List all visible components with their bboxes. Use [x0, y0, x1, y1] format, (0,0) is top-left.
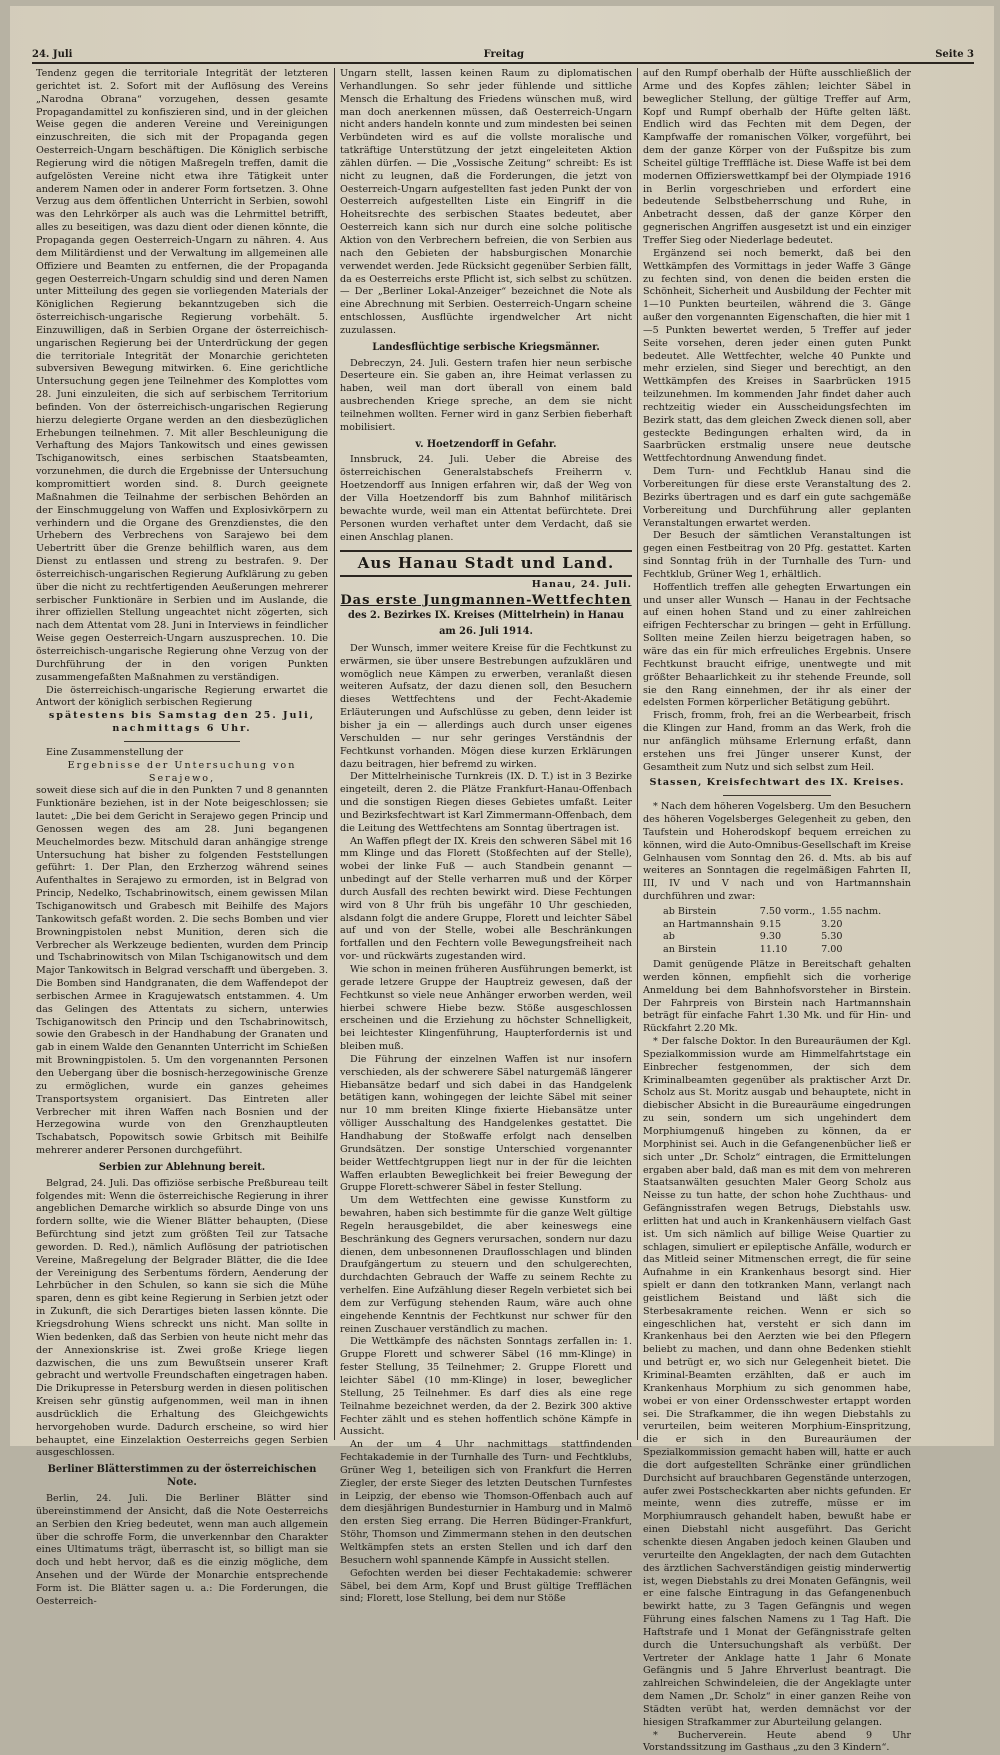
timetable-time: 3.20 — [821, 918, 843, 930]
article-text: Der Mittelrheinische Turnkreis (IX. D. T.) ist in 3 Bezirke eingeteilt, deren 2. die Plätze Frankfurt-Hanau-Offenbach und die sonstigen Riegen dieses Gebietes umfaßt. Leiter und Bezirksfechtwart ist Karl Zimmermann-Offenbach, dem die Leitung des Wettfechtens am Sonntag übertragen ist. — [340, 771, 632, 834]
header-page-number: Seite 3 — [935, 49, 974, 60]
article-text: An Waffen pflegt der IX. Kreis den schweren Säbel mit 16 mm Klinge und das Florett (Stoßfechten auf der Stelle), wobei der linke Fuß — auch Standbein genannt — unbedingt auf der Stelle verharren muß und der Körper durch Ausfall des rechten bewirkt wird. Diese Fechtungen wird von 8 Uhr früh bis ungefähr 10 Uhr geschieden, alsdann folgt die andere Gruppe, Florett und leichter Säbel auf und von der Stelle, wobei alle Beschränkungen fortfallen und den Fechtern volle Bewegungsfreiheit nach vor- und rückwärts zugestanden wird. — [340, 835, 632, 963]
divider — [124, 741, 241, 742]
section-heading: Landesflüchtige serbische Kriegsmänner. — [372, 341, 600, 353]
bus-timetable — [663, 906, 887, 956]
article-text: Gefochten werden bei dieser Fechtakademie: schwerer Säbel, bei dem Arm, Kopf und Brust gültige Trefflächen sind; Florett, lose Stellung, bei dem nur Stöße — [340, 1567, 632, 1605]
article-text: Tendenz gegen die territoriale Integrität der letzteren gerichtet ist. 2. Sofort mit der Auflösung des Vereins „Narodna Obrana“ vorzugehen, dessen gesamte Propagandamittel zu konfiszieren sind, und in der gleichen Weise gegen die anderen Vereine und Vereinigungen einzuschreiten, die sich mit der Propaganda gegen Oesterreich-Ungarn beschäftigen. Die Königlich serbische Regierung wird die nötigen Maßregeln treffen, damit die aufgelösten Vereine nicht etwa ihre Tätigkeit unter anderem Namen oder in anderer Form fortsetzen. 3. Ohne Verzug aus dem öffentlichen Unterricht in Serbien, sowohl was den Lehrkörper als auch was die Lehrmittel betrifft, alles zu beseitigen, was dazu dient oder dienen könnte, die Propaganda gegen Oesterreich-Ungarn zu nähren. 4. Aus dem Militärdienst und der Verwaltung im allgemeinen alle Offiziere und Beamten zu entfernen, die der Propaganda gegen Oesterreich-Ungarn schuldig sind und deren Namen unter Mitteilung des gegen sie vorliegenden Materials der Königlichen Regierung bekanntzugeben sich die österreichisch-ungarische Regierung vorbehält. 5. Einzuwilligen, daß in Serbien Organe der österreichisch-ungarischen Regierung bei der Unterdrückung der gegen die territoriale Integrität der Monarchie gerichteten subversiven Bewegung mitwirken. 6. Eine gerichtliche Untersuchung gegen jene Teilnehmer des Komplottes vom 28. Juni einzuleiten, die sich auf serbischem Territorium befinden. Von der österreichisch-ungarischen Regierung hierzu delegierte Organe werden an den diesbezüglichen Erhebungen teilnehmen. 7. Mit aller Beschleunigung die Verhaftung des Majors Tankowitsch und eines gewissen Tschiganowitsch, eines serbischen Staatsbeamten, vorzunehmen, die durch die Ergebnisse der Untersuchung kompromittiert worden sind. 8. Durch geeignete Maßnahmen die Teilnahme der serbischen Behörden an der Einschmuggelung von Waffen und Explosivkörpern zu verhindern und die Organe des Grenzdienstes, die den Urhebern des Verbrechens von Sarajewo bei dem Uebertritt über die Grenze behilflich waren, aus dem Dienst zu entlassen und streng zu bestrafen. 9. Der österreichisch-ungarischen Regierung Aufklärung zu geben über die nicht zu rechtfertigenden Aeußerungen mehrerer serbischer Funktionäre in Serbien und im Auslande, die ihrer offiziellen Stellung ungeachtet nicht zögerten, sich nach dem Attentat vom 28. Juni in Interviews in feindlicher Weise gegen Oesterreich-Ungarn auszusprechen. 10. Die österreichisch-ungarische Regierung ohne Verzug von der Durchführung der in den vorigen Punkten zusammengefaßten Maßnahmen zu verständigen. — [36, 68, 328, 683]
deadline-text: spätestens bis Samstag den 25. Juli, nachmittags 6 Uhr. — [48, 710, 316, 735]
article-text: Der Besuch der sämtlichen Veranstaltungen ist gegen einen Festbeitrag von 20 Pfg. gestattet. Karten sind Sonntag früh in der Turnhalle des Turn- und Fechtklub, Grüner Weg 1, erhältlich. — [643, 530, 911, 580]
column-1 — [36, 68, 328, 1607]
article-text: Innsbruck, 24. Juli. Ueber die Abreise des österreichischen Generalstabschefs Freiherrn v. Hoetzendorff aus Innigen erfahren wir, daß der Weg von der Villa Hoetzendorff bis zum Bahnhof militärisch bewachte wurde, weil man ein Attentat befürchtete. Drei Personen wurden verhaftet unter dem Verdacht, daß sie einen Anschlag planen. — [340, 454, 632, 543]
section-heading: Berliner Blätterstimmen zu der österreichischen Note. — [47, 1464, 317, 1489]
timetable-row — [663, 919, 887, 932]
article-date: am 26. Juli 1914. — [439, 626, 533, 638]
column-2 — [340, 68, 632, 1605]
article-text: Hoffentlich treffen alle gehegten Erwartungen ein und unser aller Wunsch — Hanau in der Fechtsache auf einen hohen Stand und zu einer zahlreichen eifrigen Fechterschar zu bringen — geht in Erfüllung. Sollten meine Zeilen hierzu beigetragen haben, so wäre das ein für mich erfreuliches Ergebnis. Unsere Fechtkunst braucht eifrige, unentwegte und mit größter Behaarlichkeit zu ihr stehende Freunde, soll sie den Rang einnehmen, der ihr als einer der edelsten Formen körperlicher Betätigung gebührt. — [643, 581, 911, 709]
column-3 — [643, 68, 911, 1754]
article-title: Das erste Jungmannen-Wettfechten — [340, 593, 632, 609]
section-heading: v. Hoetzendorff in Gefahr. — [415, 438, 557, 450]
article-text: Ungarn stellt, lassen keinen Raum zu diplomatischen Verhandlungen. So sehr jeder fühlende und sittliche Mensch die Erhaltung des Friedens wünschen muß, wird man doch anerkennen müssen, daß Oesterreich-Ungarn nicht anders handeln konnte und zum mindesten bei seinen Verbündeten wird es auf die vollste moralische und tatkräftige Unterstützung der jetzt eingeleiteten Aktion zählen dürfen. — Die „Vossische Zeitung“ schreibt: Es ist nicht zu leugnen, daß die Forderungen, die jetzt von Oesterreich-Ungarn aufgestellten fast jeden Punkt der von Oesterreich aufgestellten Liste ein Eingriff in die Hoheitsrechte des serbischen Staates bedeutet, aber Oesterreich kann sich nur durch eine solche politische Aktion von den Verbrechern befreien, die von Serbien aus nach den Gebieten der habsburgischen Monarchie verwendet werden. Jede Rücksicht gegenüber Serbien fällt, da es Oesterreichs erste Pflicht ist, sich selbst zu schützen. — Der „Berliner Lokal-Anzeiger“ bezeichnet die Note als eine Abrechnung mit Serbien. Oesterreich-Ungarn scheine entschlossen, Ausflüchte irgendwelcher Art nicht zuzulassen. — [340, 68, 632, 336]
article-text: Die Wettkämpfe des nächsten Sonntags zerfallen in: 1. Gruppe Florett und schwerer Säbel (16 mm-Klinge) in fester Stellung, 35 Teilnehmer; 2. Gruppe Florett und leichter Säbel (10 mm-Klinge) in loser, beweglicher Stellung, 25 Teilnehmer. Es darf dies als eine rege Teilnahme bezeichnet werden, da der 2. Bezirk 300 aktive Fechter zählt und es stehen hoffentlich schöne Kämpfe in Aussicht. — [340, 1336, 632, 1438]
column-rule-2 — [637, 68, 638, 1440]
article-text: soweit diese sich auf die in den Punkten 7 und 8 genannten Funktionäre beziehen, ist in der Note beigeschlossen; sie lautet: „Die bei dem Gericht in Serajewo gegen Princip und Genossen wegen des am 28. Juni begangenen Meuchelmordes bezw. Mitschuld daran anhängige strenge Untersuchung hat bisher zu folgenden Feststellungen geführt: 1. Der Plan, den Erzherzog während seines Aufenthaltes in Serajewo zu ermorden, ist in Belgrad von Princip, Nedelko, Tschabrinowitsch, einem gewissen Milan Tschiganowitsch und Grabesch mit Beihilfe des Majors Tankowitsch gefaßt worden. 2. Die sechs Bomben und vier Browningpistolen nebst Munition, deren sich die Verbrecher als Werkzeuge bedienten, wurden dem Princip und Tschabrinowitsch von Milan Tschiganowitsch und dem Major Tankowitsch in Belgrad verschafft und übergeben. 3. Die Bomben sind Handgranaten, die dem Waffendepot der serbischen Armee in Kragujewatsch entstammen. 4. Um das Gelingen des Attentats zu sichern, unterwies Tschiganowitsch den Princip und den Tschabrinowitsch, sowie den Grabesch in der Handhabung der Granaten und gab in einem Walde den Genannten Unterricht im Schießen mit Browningpistolen. 5. Um den vorgenannten Personen den Uebergang über die bosnisch-herzegowinische Grenze zu ermöglichen, wurde ein ganzes geheimes Transportsystem organisiert. Das Eintreten aller Verbrecher mit ihren Waffen nach Bosnien und der Herzegowina wurde von den Grenzhauptleuten Tschabatsch, Popowitsch sowie Grbitsch mit Beihilfe mehrerer anderer Personen durchgeführt. — [36, 785, 328, 1157]
author-signature: Stassen, Kreisfechtwart des IX. Kreises. — [649, 777, 905, 789]
timetable-time: 5.30 — [821, 931, 843, 942]
page-header — [32, 46, 974, 64]
article-text: Damit genügende Plätze in Bereitschaft gehalten werden können, empfiehlt sich die vorherige Anmeldung bei dem Bahnhofsvorsteher in Birstein. Der Fahrpreis von Birstein nach Hartmannshain beträgt für einfache Fahrt 1.30 Mk. und für Hin- und Rückfahrt 2.20 Mk. — [643, 959, 911, 1035]
timetable-time: 1.55 nachm. — [821, 906, 882, 917]
timetable-time: 9.15 — [759, 918, 782, 930]
article-text: Die Führung der einzelnen Waffen ist nur insofern verschieden, als der schwerere Säbel naturgemäß längerer Hiebansätze bedarf und sich dabei in das Handgelenk betätigen kann, wohingegen der leichte Säbel mit seiner nur 10 mm breiten Klinge fixierte Hiebansätze unter völliger Ausschaltung des Handgelenkes gestattet. Die Handhabung der Stoßwaffe erfolgt nach denselben Grundsätzen. Der sonstige Unterschied vorgenannter beider Wettfechtgruppen liegt nur in der für die leichten Waffen erlaubten Beweglichkeit bei freier Bewegung der Gruppe Florett-schwerer Säbel in fester Stellung. — [340, 1053, 632, 1194]
timetable-stop: an Birstein — [663, 943, 717, 955]
timetable-stop: an Hartmannshain — [663, 918, 754, 930]
article-text: Debreczyn, 24. Juli. Gestern trafen hier neun serbische Deserteure ein. Sie gaben an, ihre Heimat verlassen zu haben, weil man dort überall von einem bald ausbrechenden Kriege spreche, an dem sie nicht teilnehmen wollten. Ferner wird in ganz Serbien fieberhaft mobilisiert. — [340, 357, 632, 433]
article-text: Der Wunsch, immer weitere Kreise für die Fechtkunst zu erwärmen, sie über unsere Bestrebungen aufzuklären und womöglich neue Kämpen zu erwerben, veranlaßt diesen weiteren Aufsatz, der dazu dienen soll, den Besuchern dieses Wettfechtens und der Fecht-Akademie Erläuterungen und Aufschlüsse zu geben, denn leider ist bisher ja ein — allerdings auch durch unser eigenes Verschulden — nur sehr geringes Verständnis der Fechtkunst vorhanden. Mögen diese kurzen Erklärungen dazu beitragen, hier befremd zu wirken. — [340, 642, 632, 770]
column-rule-1 — [334, 68, 335, 1440]
article-text: An der um 4 Uhr nachmittags stattfindenden Fechtakademie in der Turnhalle des Turn- und Fechtklubs, Grüner Weg 1, beteiligen sich von Frankfurt die Herren Ziegler, der erste Sieger des letzten Deutschen Turnfestes in Leipzig, der ebenso wie Thomson-Offenbach auch auf dem diesjährigen Bundesturnier in Hamburg und in Malmö den ersten Sieg errang. Die Herren Büdinger-Frankfurt, Stöhr, Thomson und Zimmermann stehen in den deutschen Weltkämpfen stets an ersten Stellen und ich darf den Besuchern wohl spannende Kämpfe in Aussicht stellen. — [340, 1439, 632, 1566]
article-text: Frisch, fromm, froh, frei an die Werbearbeit, frisch die Klingen zur Hand, fromm an das Werk, froh die nur anfänglich mühsame Erlernung erfaßt, dann erstehen uns frei Jünger unserer Kunst, der Gesamtheit zum Nutz und sich selbst zum Heil. — [643, 710, 911, 773]
article-text: Die österreichisch-ungarische Regierung erwartet die Antwort der königlich serbischen Regierung — [36, 684, 328, 709]
article-text: Wie schon in meinen früheren Ausführungen bemerkt, ist gerade letzere Gruppe der Hauptreiz gewesen, daß der Fechtkunst so viele neue Anhänger erworben werden, weil hierbei schwere Hiebe bezw. Stöße ausgeschlossen erscheinen und die Erziehung zu höchster Schnelligkeit, bei leichtester Klingenführung, Haupterfordernis ist und bleiben muß. — [340, 964, 632, 1053]
article-text: * Bucherverein. Heute abend 9 Uhr Vorstandssitzung im Gasthaus „zu den 3 Kindern“. — [643, 1729, 911, 1754]
timetable-time: 7.50 vorm., — [759, 906, 816, 917]
article-text: Dem Turn- und Fechtklub Hanau sind die Vorbereitungen für diese erste Veranstaltung des 2. Bezirks übertragen und es darf ein gute sachgemäße Vorbereitung und Durchführung aller geplanten Veranstaltungen erwartet werden. — [643, 466, 911, 529]
timetable-time: 11.10 — [759, 943, 788, 955]
newspaper-page — [10, 6, 994, 1754]
article-text: Belgrad, 24. Juli. Das offiziöse serbische Preßbureau teilt folgendes mit: Wenn die österreichische Regierung in ihrer angeblichen Demarche wirklich so absurde Dinge von uns fordern sollte, wie die Wiener Blätter behaupten, (Diese Befürchtung sind jetzt zum größten Teil zur Tatsache geworden. D. Red.), nämlich Auflösung der patriotischen Vereine, Maßregelung der Belgrader Blätter, die die Idee der Vereinigung des Serbentums fördern, Aenderung der Lehrbücher in den Schulen, so kann sie sich die Mühe sparen, denn es gibt keine Regierung in Serbien jetzt oder in Zukunft, die sich Derartiges bieten lassen könnte. Die Kriegsdrohung Wiens schreckt uns nicht. Man sollte in Wien bedenken, daß das Serbien von heute nicht mehr das der Annexionskrise ist. Zwei große Kriege liegen dazwischen, die uns zum Bewußtsein unserer Kraft gebracht und wertvolle Freundschaften eingetragen haben. Die Drikupresse in Petersburg werden in diesen politischen Kreisen sehr günstig aufgenommen, weil man in ihnen ausdrücklich die Erhaltung des Gleichgewichts hervorgehoben wurde. Dadurch erscheine, so wird hier behauptet, eine Einzelaktion Oesterreichs gegen Serbien ausgeschlossen. — [36, 1177, 328, 1459]
timetable-stop: ab Birstein — [663, 906, 717, 917]
timetable-time: 9.30 — [759, 931, 782, 942]
dateline: Hanau, 24. Juli. — [531, 579, 632, 591]
timetable-row — [663, 931, 887, 944]
header-date: 24. Juli — [32, 49, 73, 60]
article-text: Eine Zusammenstellung der — [46, 746, 184, 758]
timetable-stop: ab — [663, 931, 675, 942]
article-text: * Nach dem höheren Vogelsberg. Um den Besuchern des höheren Vogelsberges Gelegenheit zu geben, den Taufstein und Hoherodskopf bequem erreichen zu können, wird die Auto-Omnibus-Gesellschaft im Kreise Gelnhausen vom Sonntag den 26. d. Mts. ab bis auf weiteres an Sonntagen die regelmäßigen Fahrten II, III, IV und V nach und von Hartmannshain durchführen und zwar: — [643, 801, 911, 903]
article-text: auf den Rumpf oberhalb der Hüfte ausschließlich der Arme und des Kopfes zählen; leichter Säbel in beweglicher Stellung, der gültige Treffer auf Arm, Kopf und Rumpf oberhalb der Hüfte gelten läßt. Endlich wird das Fechten mit dem Degen, der Kampfwaffe der romanischen Völker, vorgeführt, bei dem der ganze Körper von der Fußspitze bis zum Scheitel gültige Trefffläche ist. Diese Waffe ist bei dem modernen Offizierswettkampf bei der Olympiade 1916 in Berlin vorgeschrieben und erfordert eine bedeutende Selbstbeherrschung und Ruhe, in Anbetracht dessen, daß der ganze Körper den gegnerischen Angriffen ausgesetzt ist und ein einziger Treffer Sieg oder Niederlage bedeutet. — [643, 68, 911, 246]
timetable-row — [663, 906, 887, 919]
article-text: Um dem Wettfechten eine gewisse Kunstform zu bewahren, haben sich bestimmte für die ganze Welt gültige Regeln herausgebildet, die aber keineswegs eine Beschränkung des Gegners verursachen, sondern nur dazu dienen, dem unbesonnenen Drauflosschlagen und blinden Draufgängertum zu steuern und den schulgerechten, durchdachten Gebrauch der Waffe zu seinem Rechte zu verhelfen. Eine Aufzählung dieser Regeln verbietet sich bei dem zur Verfügung stehenden Raum, wäre auch ohne eingehende Kenntnis der Fechtkunst nur schwer für den reinen Zuschauer verständlich zu machen. — [340, 1195, 632, 1335]
header-weekday: Freitag — [483, 49, 525, 60]
local-news-banner: Aus Hanau Stadt und Land. — [340, 550, 632, 577]
timetable-row — [663, 944, 887, 957]
divider — [723, 795, 830, 796]
article-text: * Der falsche Doktor. In den Bureauräumen der Kgl. Spezialkommission wurde am Himmelfahrtstage ein Einbrecher festgenommen, der sich dem Kriminalbeamten gegenüber als praktischer Arzt Dr. Scholz aus St. Moritz ausgab und behauptete, nicht in diebischer Absicht in die Bureauräume eingedrungen zu sein, sondern um sich ungehindert dem Morphiumgenuß hingeben zu können, da er Morphinist sei. Auch in die Gefangenenbücher ließ er sich unter „Dr. Scholz“ eintragen, die Ermittelungen ergaben aber bald, daß man es mit dem von mehreren Staatsanwälten gesuchten Maler Georg Scholz aus Neisse zu tun hatte, der schon hohe Zuchthaus- und Gefängnisstrafen wegen Betrugs, Diebstahls usw. erlitten hat und auch in Krankenhäusern vielfach Gast ist. Um sich nämlich auf billige Weise Quartier zu schlagen, simuliert er epileptische Anfälle, wodurch er das Mitleid seiner Mitmenschen erregt, die für seine Aufnahme in ein Krankenhaus besorgt sind. Hier spielt er dann den totkranken Mann, verlangt nach geistlichem Beistand und läßt sich die Sterbesakramente reichen. Wenn er sich so eingeschlichen hat, versteht er sich dann im Krankenhaus bei den Aerzten wie bei den Pflegern beliebt zu machen, und dann ohne Bedenken stiehlt und betrügt er, wo sich nur Gelegenheit bietet. Die Kriminal-Beamten erzählten, daß er auch im Krankenhaus Morphium zu sich genommen habe, wobei er von einer Ordensschwester ertappt worden sei. Die Strafkammer, die ihn wegen Diebstahls zu verurteilen, beim weiteren Morphium-Einspritzung, die er sich in den Bureauräumen der Spezialkommission gemacht haben will, hatte er auch die dort aufgestellten Schränke einer gründlichen Durchsicht auf brauchbaren Gegenstände unterzogen, aufer zwei Postscheckkarten aber nichts gefunden. Er meinte, wenn dies zutreffe, müsse er im Morphiumrausch gehandelt haben, bewußt habe er einen Diebstahl nicht ausgeführt. Das Gericht schenkte diesen Angaben jedoch keinen Glauben und verurteilte den Angeklagten, der nach dem Gutachten des ärztlichen Sachverständigen geistig minderwertig ist, wegen Diebstahls zu drei Monaten Gefängnis, weil er eine falsche Eintragung in das Gefangenenbuch bewirkt hatte, zu 3 Tagen Gefängnis und wegen Führung eines falschen Namens zu 1 Tag Haft. Die Haftstrafe und 1 Monat der Gefängnisstrafe gelten durch die Untersuchungshaft als verbüßt. Der Vertreter der Anklage hatte 1 Jahr 6 Monate Gefängnis und 5 Jahre Ehrverlust beantragt. Die zahlreichen Schwindeleien, die der Angeklagte unter dem Namen „Dr. Scholz“ in einer ganzen Reihe von Städten verübt hat, werden demnächst vor der hiesigen Strafkammer zur Aburteilung gelangen. — [643, 1036, 911, 1728]
article-subtitle: des 2. Bezirkes IX. Kreises (Mittelrhein) in Hanau — [348, 609, 624, 621]
timetable-time: 7.00 — [821, 943, 843, 955]
section-heading: Serbien zur Ablehnung bereit. — [98, 1161, 266, 1173]
article-text: Berlin, 24. Juli. Die Berliner Blätter sind übereinstimmend der Ansicht, daß die Note Oesterreichs an Serbien den Krieg bedeutet, wenn man auch allgemein über die schroffe Form, die unverkennbar den Charakter eines Ultimatums trägt, überrascht ist, so billigt man sie doch und hebt hervor, daß es die einzig mögliche, dem Ansehen und der Würde der Monarchie entsprechende Form ist. Die Blätter sagen u. a.: Die Forderungen, die Oesterreich- — [36, 1492, 328, 1607]
article-text: Ergänzend sei noch bemerkt, daß bei den Wettkämpfen des Vormittags in jeder Waffe 3 Gänge zu fechten sind, von denen die beiden ersten die Schönheit, Sicherheit und Ausbildung der Fechter mit 1—10 Punkten beurteilen, während die 3. Gänge außer den vorgenannten Eigenschaften, die hier mit 1—5 Punkten bewertet werden, 5 Treffer auf jeder Seite vorsehen, deren jeder einen guten Punkt bedeutet. Alle Wettfechter, welche 40 Punkte und mehr erzielen, sind Sieger und berechtigt, an den Wettkämpfen des Kreises in Saarbrücken 1915 teilzunehmen. Im kommenden Jahr findet daher auch rechtzeitig wieder ein Ausscheidungsfechten im Bezirk statt, das dem gleichen Zweck dienen soll, aber gesteckte Bedingungen erhalten wird, da in Saarbrücken erstmalig unsere neue deutsche Wettfechtordnung Anwendung findet. — [643, 247, 911, 465]
subheading-text: Ergebnisse der Untersuchung von Serajewo, — [67, 759, 297, 784]
